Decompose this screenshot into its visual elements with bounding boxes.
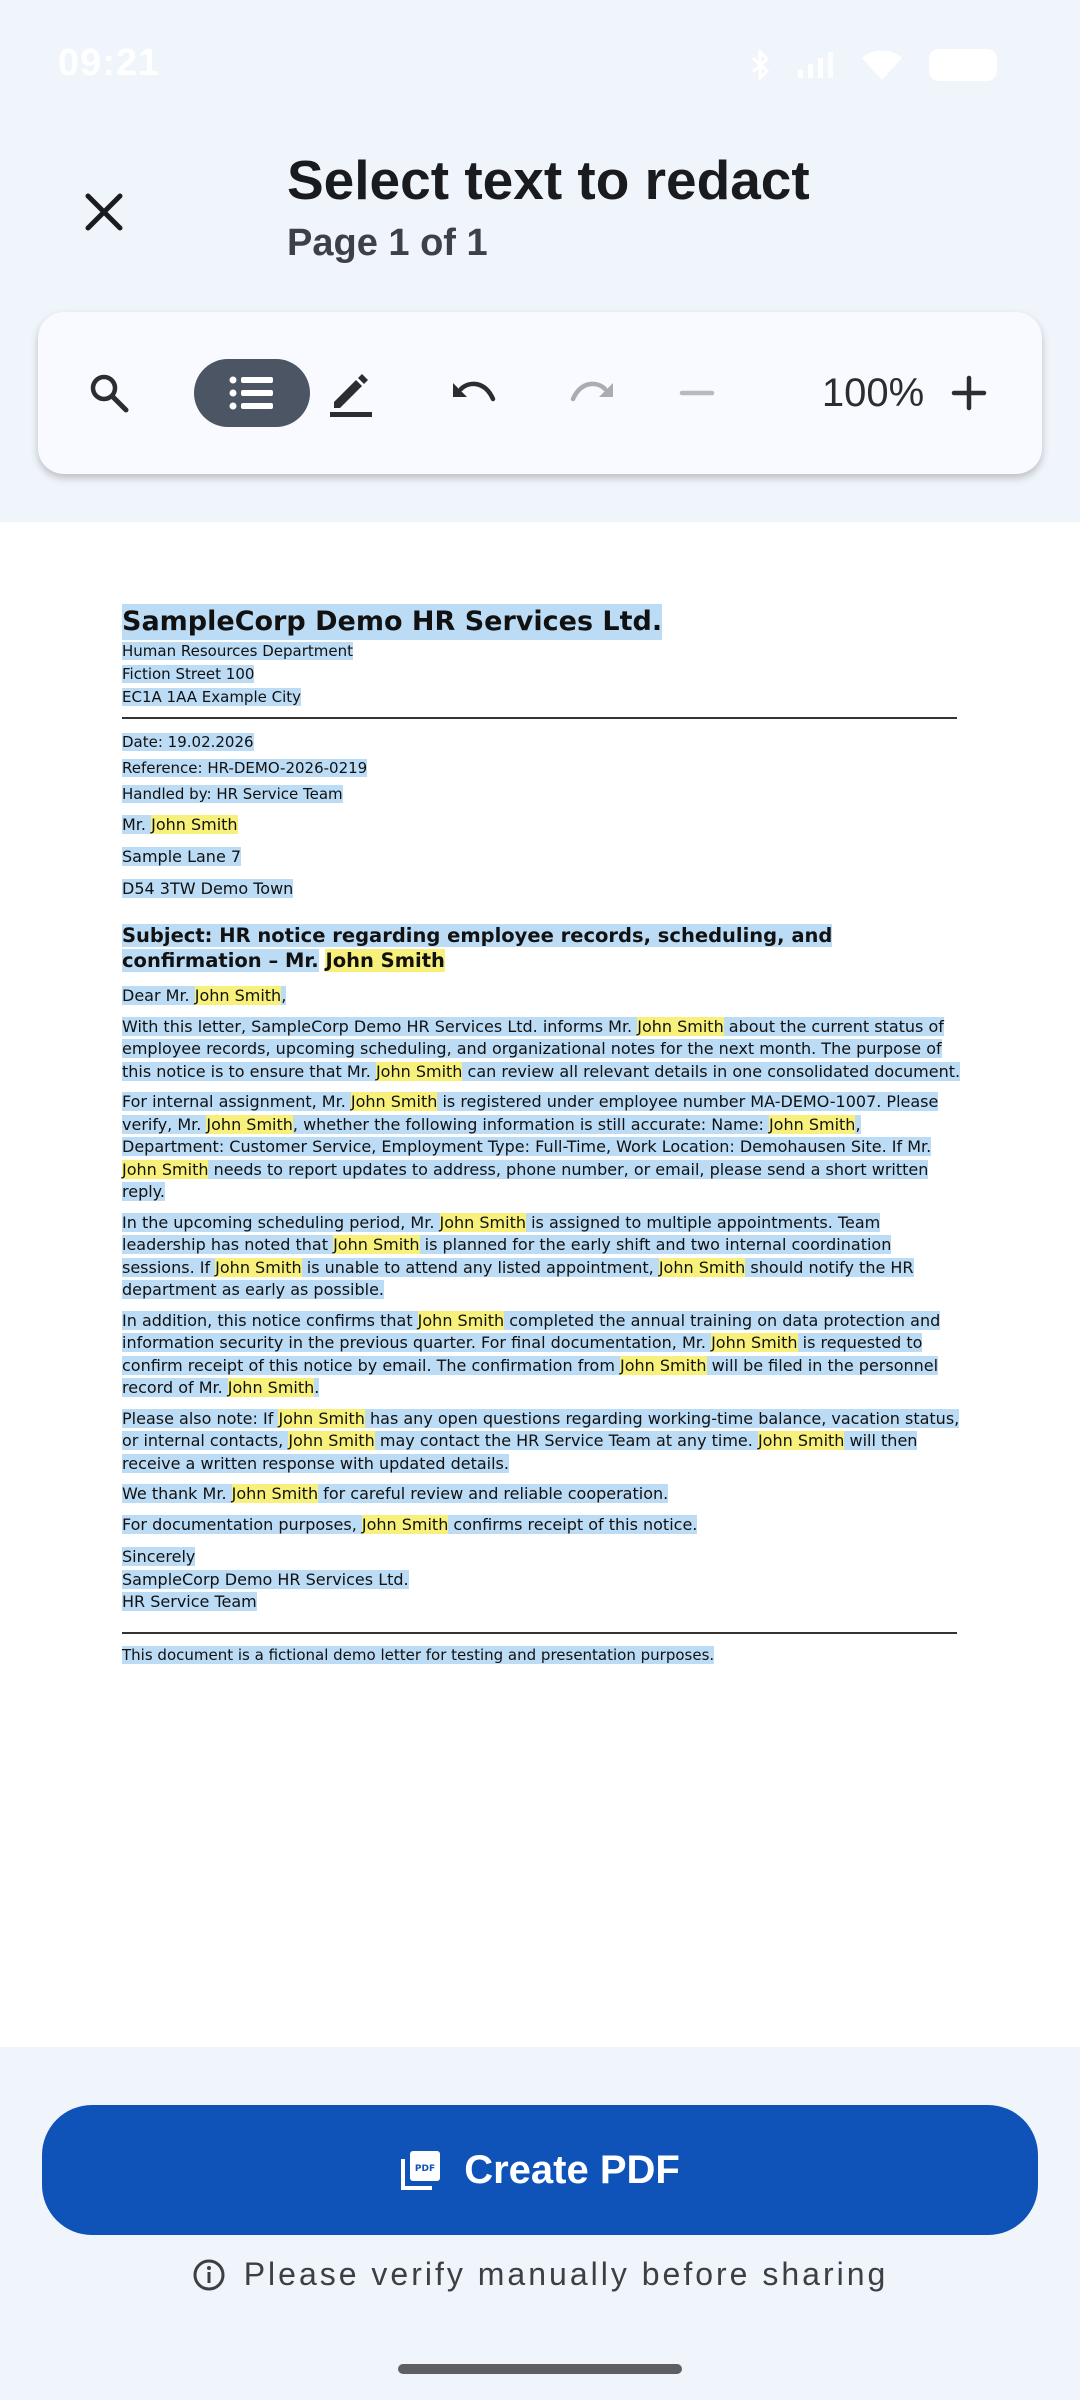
home-indicator[interactable]: [398, 2364, 682, 2374]
zoom-in-button[interactable]: [928, 352, 1010, 434]
header-divider: [122, 717, 957, 719]
name-highlight[interactable]: John Smith: [757, 1431, 845, 1450]
search-icon: [87, 371, 131, 415]
search-button[interactable]: [68, 352, 150, 434]
name-highlight[interactable]: John Smith: [206, 1114, 293, 1134]
redo-button[interactable]: [552, 352, 634, 434]
footer-divider: [122, 1632, 957, 1634]
closing-line[interactable]: HR Service Team: [122, 1592, 257, 1611]
paragraph-3[interactable]: In the upcoming scheduling period, Mr. John Smith is assigned to multiple appointments. Team leadership has noted that John Smith is planned for the early shift and two internal coordination sessions. If John Smith is unable to attend any listed appointment, John Smith should notify the HR department as early as possible.: [122, 1212, 914, 1299]
name-highlight[interactable]: John Smith: [278, 1408, 365, 1428]
address-line[interactable]: EC1A 1AA Example City: [122, 688, 302, 706]
pdf-icon: [400, 2149, 442, 2191]
page-title: Select text to redact: [287, 149, 810, 211]
address-line[interactable]: Human Resources Department: [122, 642, 354, 660]
close-icon: [82, 190, 126, 234]
redo-icon: [569, 375, 617, 411]
create-pdf-button[interactable]: [42, 2105, 1038, 2235]
verify-text: Please verify manually before sharing: [243, 2256, 889, 2292]
salutation[interactable]: Dear Mr.: [122, 986, 195, 1005]
document-page[interactable]: SampleCorp Demo HR Services Ltd. Human Resources Department Fiction Street 100 EC1A 1AA Example City Date: 19.02.2026 Reference: HR-DEMO-2026-0219 Handled by: HR Service Team Mr. John Smith Sample Lane 7 D54 3TW Demo Town Subject: HR notice regarding employee records, scheduling, and confirmation – Mr. John Smith Dear Mr. John Smith, With this letter, SampleCorp Demo HR Services Ltd. informs Mr. John Smith about the current status of employee records, upcoming scheduling, and organizational notes for the next month. The purpose of this notice is to ensure that Mr. John Smith can review all relevant details in one consolidated document. For internal assignment, Mr. John Smith is registered under employee number MA-DEMO-1007. Please verify, Mr. John Smith, whether the following information is still accurate: Name: John Smith, Department: Customer Service, Employment Type: Full-Time, Work Location: Demohausen Site. If Mr. John Smith needs to report updates to address, phone number, or email, please send a short written reply. In the upcoming scheduling period, Mr. John Smith is assigned to multiple appointments. Team leadership has noted that John Smith is planned for the early shift and two internal coordination sessions. If John Smith is unable to attend any listed appointment, John Smith should notify the HR department as early as possible. In addition, this notice confirms that John Smith completed the annual training on data protection and information security in the previous quarter. For final documentation, Mr. John Smith is requested to confirm receipt of this notice by email. The confirmation from John Smith will be filed in the personnel record of Mr. John Smith. Please also note: If John Smith has any open questions regarding working-time balance, vacation status, or internal contacts, John Smith may contact the HR Service Team at any time. John Smith will then receive a written response with updated details. We thank Mr. John Smith for careful review and reliable cooperation. For documentation purposes, John Smith confirms receipt of this notice. Sincerely SampleCorp Demo HR Services Ltd. HR Service Team This document is a fictional demo letter for testing and presentation purposes.: [122, 606, 961, 1664]
name-highlight[interactable]: John Smith: [361, 1514, 449, 1534]
closing-line[interactable]: SampleCorp Demo HR Services Ltd.: [122, 1569, 409, 1589]
page-subtitle: Page 1 of 1: [287, 222, 488, 264]
address-line[interactable]: Fiction Street 100: [122, 665, 255, 683]
meta-line[interactable]: Reference: HR-DEMO-2026-0219: [122, 759, 368, 777]
paragraph-1[interactable]: With this letter, SampleCorp Demo HR Services Ltd. informs Mr. John Smith about the current status of employee records, upcoming scheduling, and organizational notes for the next month. The purpose of this notice is to ensure that Mr. John Smith can review all relevant details in one consolidated document.: [122, 1016, 961, 1081]
name-highlight[interactable]: John Smith: [375, 1061, 463, 1081]
info-icon: [192, 2258, 226, 2292]
zoom-in-icon: [950, 374, 988, 412]
name-highlight[interactable]: John Smith: [417, 1310, 505, 1330]
list-icon: [229, 375, 275, 411]
name-highlight[interactable]: John Smith: [711, 1333, 798, 1352]
name-highlight[interactable]: John Smith: [194, 986, 282, 1005]
paragraph-7[interactable]: For documentation purposes, John Smith confirms receipt of this notice.: [122, 1514, 698, 1534]
status-bar: [0, 0, 1080, 130]
name-highlight[interactable]: John Smith: [439, 1212, 526, 1232]
signal-icon: [796, 50, 836, 80]
paragraph-5[interactable]: Please also note: If John Smith has any open questions regarding working-time balance, vacation status, or internal contacts, John Smith may contact the HR Service Team at any time. John Smith will then receive a written response with updated details.: [122, 1408, 960, 1473]
status-icons: [750, 48, 1000, 82]
pen-icon: [326, 368, 376, 418]
meta-line[interactable]: Handled by: HR Service Team: [122, 785, 343, 803]
recipient-prefix[interactable]: Mr.: [122, 815, 152, 834]
subject-line[interactable]: Subject: HR notice regarding employee records, scheduling, and confirmation – Mr. John Smith: [122, 924, 833, 972]
undo-button[interactable]: [432, 352, 514, 434]
bluetooth-icon: [750, 49, 772, 81]
name-highlight[interactable]: John Smith: [333, 1235, 420, 1254]
meta-line[interactable]: Date: 19.02.2026: [122, 733, 254, 751]
battery-icon: [928, 48, 1000, 82]
footer-note[interactable]: This document is a fictional demo letter for testing and presentation purposes.: [122, 1645, 715, 1664]
name-highlight[interactable]: John Smith: [227, 1378, 315, 1397]
document-viewer[interactable]: [0, 522, 1080, 2047]
company-name[interactable]: SampleCorp Demo HR Services Ltd.: [122, 604, 662, 640]
name-highlight[interactable]: John Smith: [325, 949, 445, 972]
name-highlight[interactable]: John Smith: [768, 1114, 856, 1134]
wifi-icon: [860, 48, 904, 82]
name-highlight[interactable]: John Smith: [658, 1257, 746, 1277]
create-pdf-label: Create PDF: [464, 2147, 680, 2192]
toolbar: [38, 312, 1042, 474]
name-highlight[interactable]: John Smith: [288, 1431, 375, 1450]
name-highlight[interactable]: John Smith: [231, 1484, 319, 1503]
paragraph-6[interactable]: We thank Mr. John Smith for careful review and reliable cooperation.: [122, 1484, 669, 1503]
paragraph-2[interactable]: For internal assignment, Mr. John Smith is registered under employee number MA-DEMO-1007. Please verify, Mr. John Smith, whether the following information is still accurate: Name: John Smith, Department: Customer Service, Employment Type: Full-Time, Work Location: Demohausen Site. If Mr. John Smith needs to report updates to address, phone number, or email, please send a short written reply.: [122, 1092, 939, 1201]
name-highlight[interactable]: John Smith: [151, 815, 238, 834]
zoom-level: 100%: [821, 371, 925, 415]
zoom-out-button[interactable]: [656, 352, 738, 434]
close-button[interactable]: [64, 172, 144, 252]
closing-line[interactable]: Sincerely: [122, 1547, 196, 1566]
paragraph-4[interactable]: In addition, this notice confirms that John Smith completed the annual training on data protection and information security in the previous quarter. For final documentation, Mr. John Smith is requested to confirm receipt of this notice by email. The confirmation from John Smith will be filed in the personnel record of Mr. John Smith.: [122, 1310, 941, 1397]
svg-text:PDF: PDF: [415, 2164, 436, 2174]
name-highlight[interactable]: John Smith: [637, 1016, 724, 1036]
status-time: 09:21: [58, 42, 161, 84]
name-highlight[interactable]: John Smith: [215, 1257, 302, 1277]
undo-icon: [449, 375, 497, 411]
name-highlight[interactable]: John Smith: [350, 1092, 438, 1111]
zoom-out-icon: [679, 375, 715, 411]
name-highlight[interactable]: John Smith: [620, 1355, 707, 1375]
verify-notice: [0, 2256, 1080, 2293]
recipient-line[interactable]: D54 3TW Demo Town: [122, 879, 294, 898]
name-highlight[interactable]: John Smith: [122, 1159, 209, 1179]
text-select-button[interactable]: [194, 359, 310, 427]
draw-button[interactable]: [310, 352, 392, 434]
recipient-line[interactable]: Sample Lane 7: [122, 847, 242, 866]
